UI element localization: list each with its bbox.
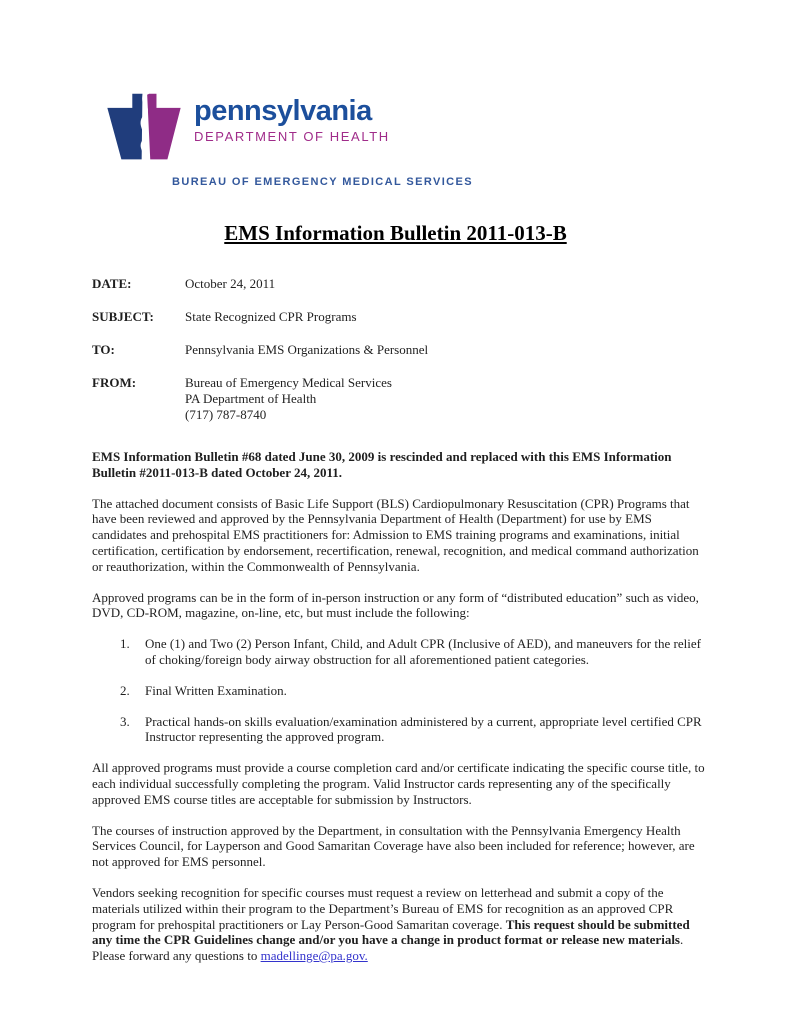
paragraph-attached-document: The attached document consists of Basic Life Support (BLS) Cardiopulmonary Resuscitation (CPR) Programs that have been reviewed and approved by the Pennsylvania Department of Health (Department) for use by EMS candidates and prehospital EMS practitioners for: Admission to EMS training programs and examinations, initial certification, certification by endorsement, recertification, renewal, recognition, and medical command authorization or reauthorization, within the Commonwealth of Pennsylvania. — [92, 495, 699, 574]
requirements-list — [120, 636, 705, 745]
meta-row-subject — [92, 309, 703, 325]
paragraph-layperson-courses: The courses of instruction approved by the Department, in consultation with the Pennsylvania Emergency Health Services Council, for Layperson and Good Samaritan Coverage have also been included for reference; however, are not approved for EMS personnel. — [92, 822, 695, 870]
meta-row-date — [92, 276, 703, 292]
meta-label-date: DATE: — [92, 276, 132, 291]
list-item-text: One (1) and Two (2) Person Infant, Child, and Adult CPR (Inclusive of AED), and maneuvers for the relief of choking/foreign body airway obstruction for all aforementioned patient categories. — [145, 636, 701, 667]
list-item-number: 1. — [120, 636, 130, 652]
list-item — [120, 714, 705, 746]
paragraph-vendors — [92, 885, 705, 964]
list-item-number: 3. — [120, 713, 130, 729]
paragraph-rescind-notice: EMS Information Bulletin #68 dated June 30, 2009 is rescinded and replaced with this EMS Information Bulletin #2011-013-B dated October 24, 2011. — [92, 449, 672, 480]
list-item-text: Practical hands-on skills evaluation/examination administered by a current, appropriate level certified CPR Instructor representing the approved program. — [145, 713, 702, 745]
list-item — [120, 636, 705, 668]
bulletin-body — [92, 449, 705, 964]
list-item-number: 2. — [120, 682, 130, 698]
meta-value-date: October 24, 2011 — [185, 276, 276, 291]
vendors-text: Vendors seeking recognition for specific courses must request a review on letterhead and submit a copy of the materials utilized within their program to the Department’s Bureau of EMS for recognition as an approved CPR program for prehospital practitioners or Lay Person-Good Samaritan coverage. — [92, 884, 674, 932]
bureau-name: BUREAU OF EMERGENCY MEDICAL SERVICES — [172, 176, 473, 188]
paragraph-completion-cards: All approved programs must provide a course completion card and/or certificate indicating the specific course title, to each individual successfully completing the program. Valid Instructor cards representing any of the specifically approved EMS course titles are acceptable for submission by Instructors. — [92, 760, 705, 807]
pa-doh-logo — [105, 88, 791, 162]
meta-value-from — [185, 375, 392, 423]
meta-value-subject: State Recognized CPR Programs — [185, 309, 357, 324]
meta-block — [92, 276, 703, 423]
paragraph-approved-forms: Approved programs can be in the form of in-person instruction or any form of “distributed education” such as video, DVD, CD-ROM, magazine, on-line, etc, but must include the following: — [92, 589, 699, 621]
list-item-text: Final Written Examination. — [145, 682, 287, 698]
vendors-bold-notice: This request should be submitted any time the CPR Guidelines change and/or you have a change in product format or release new materials — [92, 916, 690, 948]
logo-brand-name: pennsylvania — [194, 95, 372, 127]
logo-department-name: DEPARTMENT OF HEALTH — [194, 129, 390, 144]
meta-label-to: TO: — [92, 342, 115, 357]
meta-label-subject: SUBJECT: — [92, 309, 154, 324]
meta-row-from — [92, 375, 703, 423]
meta-value-to: Pennsylvania EMS Organizations & Personnel — [185, 342, 429, 357]
meta-row-to — [92, 342, 703, 358]
meta-label-from: FROM: — [92, 375, 137, 390]
keystone-caduceus-icon — [105, 88, 183, 162]
from-line-phone: (717) 787-8740 — [185, 407, 267, 422]
list-item — [120, 683, 705, 699]
logo-text-block — [194, 88, 390, 144]
email-link[interactable]: madellinge@pa.gov. — [260, 948, 368, 964]
vendors-tail-text: . Please forward any questions to — [92, 932, 684, 964]
from-line-department: PA Department of Health — [185, 391, 317, 406]
bulletin-title: EMS Information Bulletin 2011-013-B — [224, 221, 567, 245]
from-line-bureau: Bureau of Emergency Medical Services — [185, 375, 392, 390]
